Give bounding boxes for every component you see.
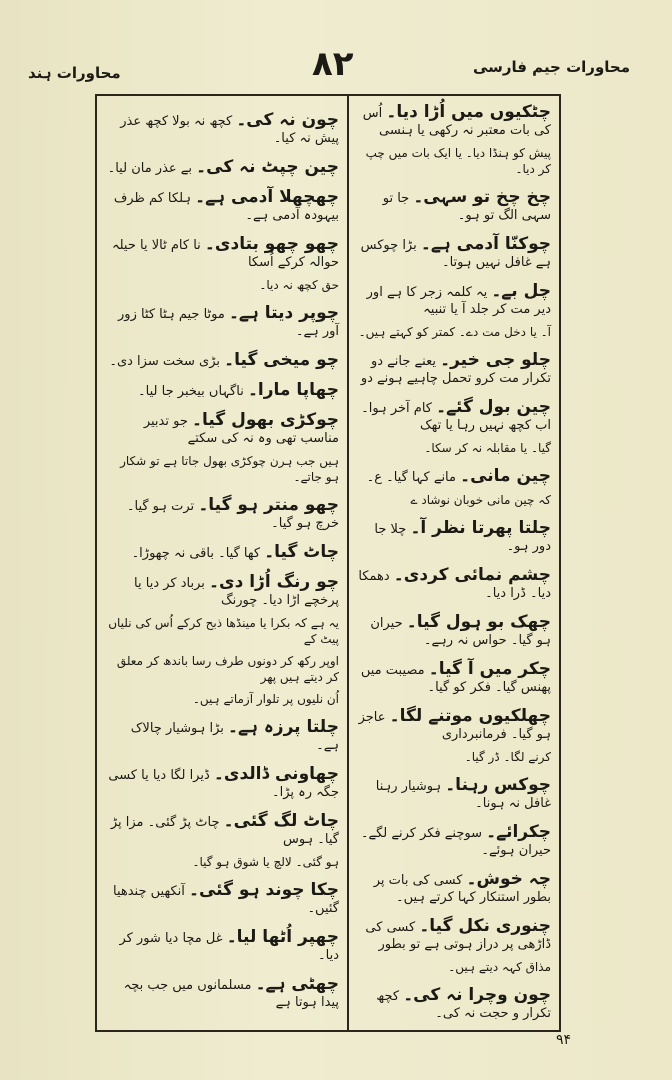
idiom-gloss: کرنے لگا۔ ڈر گیا۔ — [464, 750, 551, 764]
entry-line — [355, 661, 551, 696]
right-column — [349, 96, 559, 1030]
idiom-gloss: جا تو سہی الگ تو ہو۔ — [382, 191, 551, 223]
entry-line — [355, 283, 551, 318]
entry-line — [355, 236, 551, 271]
idiom-term: چھچھلا آدمی ہے۔ — [195, 187, 339, 207]
idiom-gloss: ہیں جب ہرن چوکڑی بھول جاتا ہے تو شکار ہو جاتے۔ — [120, 454, 339, 484]
idiom-gloss: پیش کو ہنڈا دیا۔ یا ایک بات میں چپ کر دیا۔ — [365, 146, 551, 176]
page-header — [0, 44, 672, 94]
entry-line — [355, 324, 551, 340]
entry-line — [355, 824, 551, 859]
left-column — [97, 96, 347, 1030]
idiom-term: چلتا پرزہ ہے۔ — [228, 717, 339, 737]
idiom-term: چٹکیوں میں اُڑا دیا۔ — [386, 102, 551, 122]
entry-line — [105, 653, 339, 685]
running-title-right: محاورات جیم فارسی — [472, 58, 630, 76]
entry-line — [355, 352, 551, 387]
idiom-term: چکا چوند ہو گئی۔ — [189, 880, 339, 900]
idiom-gloss: ہوشیار رہنا غافل نہ ہونا۔ — [375, 779, 551, 811]
idiom-term: چنوری نکل گیا۔ — [419, 916, 551, 936]
idiom-gloss: کچھ نہ بولا کچھ عذر پیش نہ کیا۔ — [120, 114, 339, 146]
idiom-term: چھٹی ہے۔ — [255, 974, 339, 994]
idiom-gloss: بڑی سخت سزا دی۔ — [109, 354, 221, 369]
idiom-term: چاٹ لگ گئی۔ — [223, 811, 339, 831]
entry-line — [105, 615, 339, 647]
entry-line — [105, 854, 339, 870]
entry-line — [355, 104, 551, 139]
idiom-gloss: نا کام ٹالا یا حیلہ حوالہ کرکے اُسکا — [112, 238, 339, 270]
idiom-gloss: عاجز ہو گیا۔ فرمانبرداری — [358, 710, 551, 742]
idiom-gloss: کہ چین مانی خوبان نوشاد ے — [410, 493, 551, 507]
entry-line — [355, 959, 551, 975]
idiom-gloss: کسی کی ڈاڑھی پر دراز ہوتی ہے تو بطور — [365, 920, 551, 952]
idiom-gloss: ناگہاں بیخبر جا لیا۔ — [138, 384, 244, 399]
idiom-gloss: آنکھیں چندھیا گئیں۔ — [112, 884, 339, 916]
entry-line — [105, 189, 339, 224]
idiom-gloss: بے عذر مان لیا۔ — [107, 161, 193, 176]
idiom-term: چھاپا مارا۔ — [247, 380, 339, 400]
idiom-term: چین بول گئے۔ — [436, 397, 551, 417]
idiom-gloss: ہلکا کم ظرف بیہودہ آدمی ہے۔ — [113, 191, 339, 223]
idiom-gloss: ترت ہو گیا۔ خرچ ہو گیا۔ — [126, 499, 339, 531]
idiom-gloss: یہ ہے کہ بکرا یا مینڈھا ذبح کرکے اُس کی نلیاں پیٹ کے — [108, 616, 339, 646]
entry-line — [355, 567, 551, 602]
entry-line — [105, 691, 339, 707]
idiom-term: چشم نمائی کردی۔ — [393, 565, 551, 585]
running-title-left: محاورات ہند — [28, 64, 121, 82]
idiom-term: چکر میں آ گیا۔ — [428, 659, 551, 679]
idiom-term: چوپر دیتا ہے۔ — [228, 303, 339, 323]
entry-line — [355, 440, 551, 456]
entry-line — [355, 614, 551, 649]
entry-line — [355, 399, 551, 434]
idiom-term: چون وچرا نہ کی۔ — [403, 985, 551, 1005]
idiom-term: چھو منتر ہو گیا۔ — [198, 495, 339, 515]
idiom-term: چخ چخ تو سہی۔ — [413, 187, 551, 207]
footer-page-number: ۹۴ — [556, 1032, 572, 1048]
idiom-term: چھک بو ہول گیا۔ — [406, 612, 551, 632]
idiom-term: چو رنگ اُڑا دی۔ — [209, 572, 339, 592]
idiom-gloss: مصیبت میں پھنس گیا۔ فکر کو گیا۔ — [360, 663, 551, 695]
entry-line — [105, 112, 339, 147]
entry-line — [105, 929, 339, 964]
entry-line — [105, 352, 339, 370]
entry-line — [105, 719, 339, 754]
idiom-gloss: جو تدبیر مناسب تھی وہ نہ کی سکتے — [143, 414, 339, 446]
idiom-gloss: مذاق کہہ دیتے ہیں۔ — [448, 960, 551, 974]
idiom-term: چھو چھو بتادی۔ — [204, 234, 339, 254]
entry-line — [105, 159, 339, 177]
idiom-term: چوکس رہنا۔ — [445, 775, 551, 795]
idiom-term: چین چپٹ نہ کی۔ — [196, 157, 339, 177]
entry-line — [355, 492, 551, 508]
idiom-gloss: کھا گیا۔ باقی نہ چھوڑا۔ — [131, 546, 261, 561]
entry-line — [105, 453, 339, 485]
idiom-gloss: یہ کلمہ زجر کا ہے اور دیر مت کر جلد آ یا تنبیہ — [366, 285, 551, 317]
idiom-term: چلو جی خیر۔ — [440, 350, 551, 370]
entry-line — [105, 882, 339, 917]
two-column-frame — [95, 94, 561, 1032]
entry-line — [105, 544, 339, 562]
idiom-term: چو میخی گیا۔ — [224, 350, 339, 370]
idiom-term: چھلکیوں موتنے لگا۔ — [389, 706, 551, 726]
entry-line — [355, 987, 551, 1022]
entry-line — [105, 277, 339, 293]
idiom-gloss: کچھ تکرار و حجت نہ کی۔ — [376, 989, 551, 1021]
idiom-gloss: موٹا جیم ہٹا کٹا زور آور ہے۔ — [118, 307, 339, 339]
idiom-term: چین مانی۔ — [460, 466, 551, 486]
idiom-term: چاٹ گیا۔ — [264, 542, 339, 562]
entry-line — [355, 749, 551, 765]
idiom-gloss: اوپر رکھ کر دونوں طرف رسا باندھ کر معلق کر دیتے ہیں پھر — [116, 654, 339, 684]
idiom-term: چوکنّا آدمی ہے۔ — [420, 234, 551, 254]
entry-line — [105, 976, 339, 1011]
idiom-gloss: غل مچا دیا شور کر دیا۔ — [119, 931, 339, 963]
entry-line — [105, 574, 339, 609]
entry-line — [105, 766, 339, 801]
idiom-gloss: سوچنے فکر کرنے لگے۔ حیران ہوئے۔ — [360, 826, 551, 858]
idiom-gloss: کسی کی بات پر بطور استنکار کہا کرتے ہیں۔ — [373, 873, 551, 905]
idiom-gloss: حق کچھ نہ دیا۔ — [259, 278, 339, 292]
idiom-gloss: حیران ہو گیا۔ حواس نہ رہے۔ — [370, 616, 551, 648]
idiom-gloss: اُس کی بات معتبر نہ رکھی یا ہنسی — [362, 106, 551, 138]
idiom-gloss: برباد کر دیا یا پرخچے اڑا دیا۔ چورنگ — [134, 576, 339, 608]
entry-line — [355, 520, 551, 555]
idiom-term: چکرائے۔ — [486, 822, 551, 842]
entry-line — [105, 813, 339, 848]
entry-line — [355, 777, 551, 812]
page-number: ۸۲ — [312, 44, 354, 84]
entry-line — [355, 708, 551, 743]
entry-line — [355, 871, 551, 906]
entry-line — [105, 236, 339, 271]
idiom-gloss: بڑا چوکس ہے غافل نہیں ہوتا۔ — [360, 238, 551, 270]
entry-line — [105, 305, 339, 340]
idiom-gloss: چلا جا دور ہو۔ — [374, 522, 551, 554]
entry-line — [105, 382, 339, 400]
idiom-term: چھاونی ڈالدی۔ — [213, 764, 339, 784]
entry-line — [355, 189, 551, 224]
idiom-term: چون نہ کی۔ — [236, 110, 339, 130]
idiom-term: چلتا پھرتا نظر آ۔ — [410, 518, 551, 538]
idiom-gloss: ڈیرا لگا دیا یا کسی جگہ رہ پڑا۔ — [108, 768, 339, 800]
idiom-gloss: چاٹ پڑ گئی۔ مزا پڑ گیا۔ ہوس — [110, 815, 339, 847]
idiom-gloss: گیا۔ یا مقابلہ نہ کر سکا۔ — [424, 441, 551, 455]
idiom-gloss: یعنے جانے دو تکرار مت کرو تحمل چاہیے ہونے دو — [360, 354, 551, 386]
entry-line — [105, 412, 339, 447]
idiom-gloss: بڑا ہوشیار چالاک ہے۔ — [130, 721, 339, 753]
entry-line — [105, 497, 339, 532]
entry-line — [355, 468, 551, 486]
idiom-gloss: مانے کہا گیا۔ ع۔ — [366, 470, 456, 485]
idiom-term: چوکڑی بھول گیا۔ — [192, 410, 339, 430]
idiom-gloss: ہو گئی۔ لالچ یا شوق ہو گیا۔ — [192, 855, 339, 869]
entry-line — [355, 918, 551, 953]
idiom-gloss: اُن نلیوں پر تلوار آزماتے ہیں۔ — [192, 692, 339, 706]
idiom-gloss: دھمکا دیا۔ ڈرا دیا۔ — [358, 569, 551, 601]
idiom-term: چل بے۔ — [491, 281, 551, 301]
idiom-term: چہ خوش۔ — [466, 869, 551, 889]
idiom-term: چھپر اُٹھا لیا۔ — [226, 927, 339, 947]
idiom-gloss: مسلمانوں میں جب بچہ پیدا ہوتا ہے — [123, 978, 339, 1010]
idiom-gloss: کام آخر ہوا۔ اب کچھ نہیں رہا یا تھک — [361, 401, 551, 433]
entry-line — [355, 145, 551, 177]
idiom-gloss: آ۔ یا دخل مت دے۔ کمتر کو کہتے ہیں۔ — [358, 325, 551, 339]
